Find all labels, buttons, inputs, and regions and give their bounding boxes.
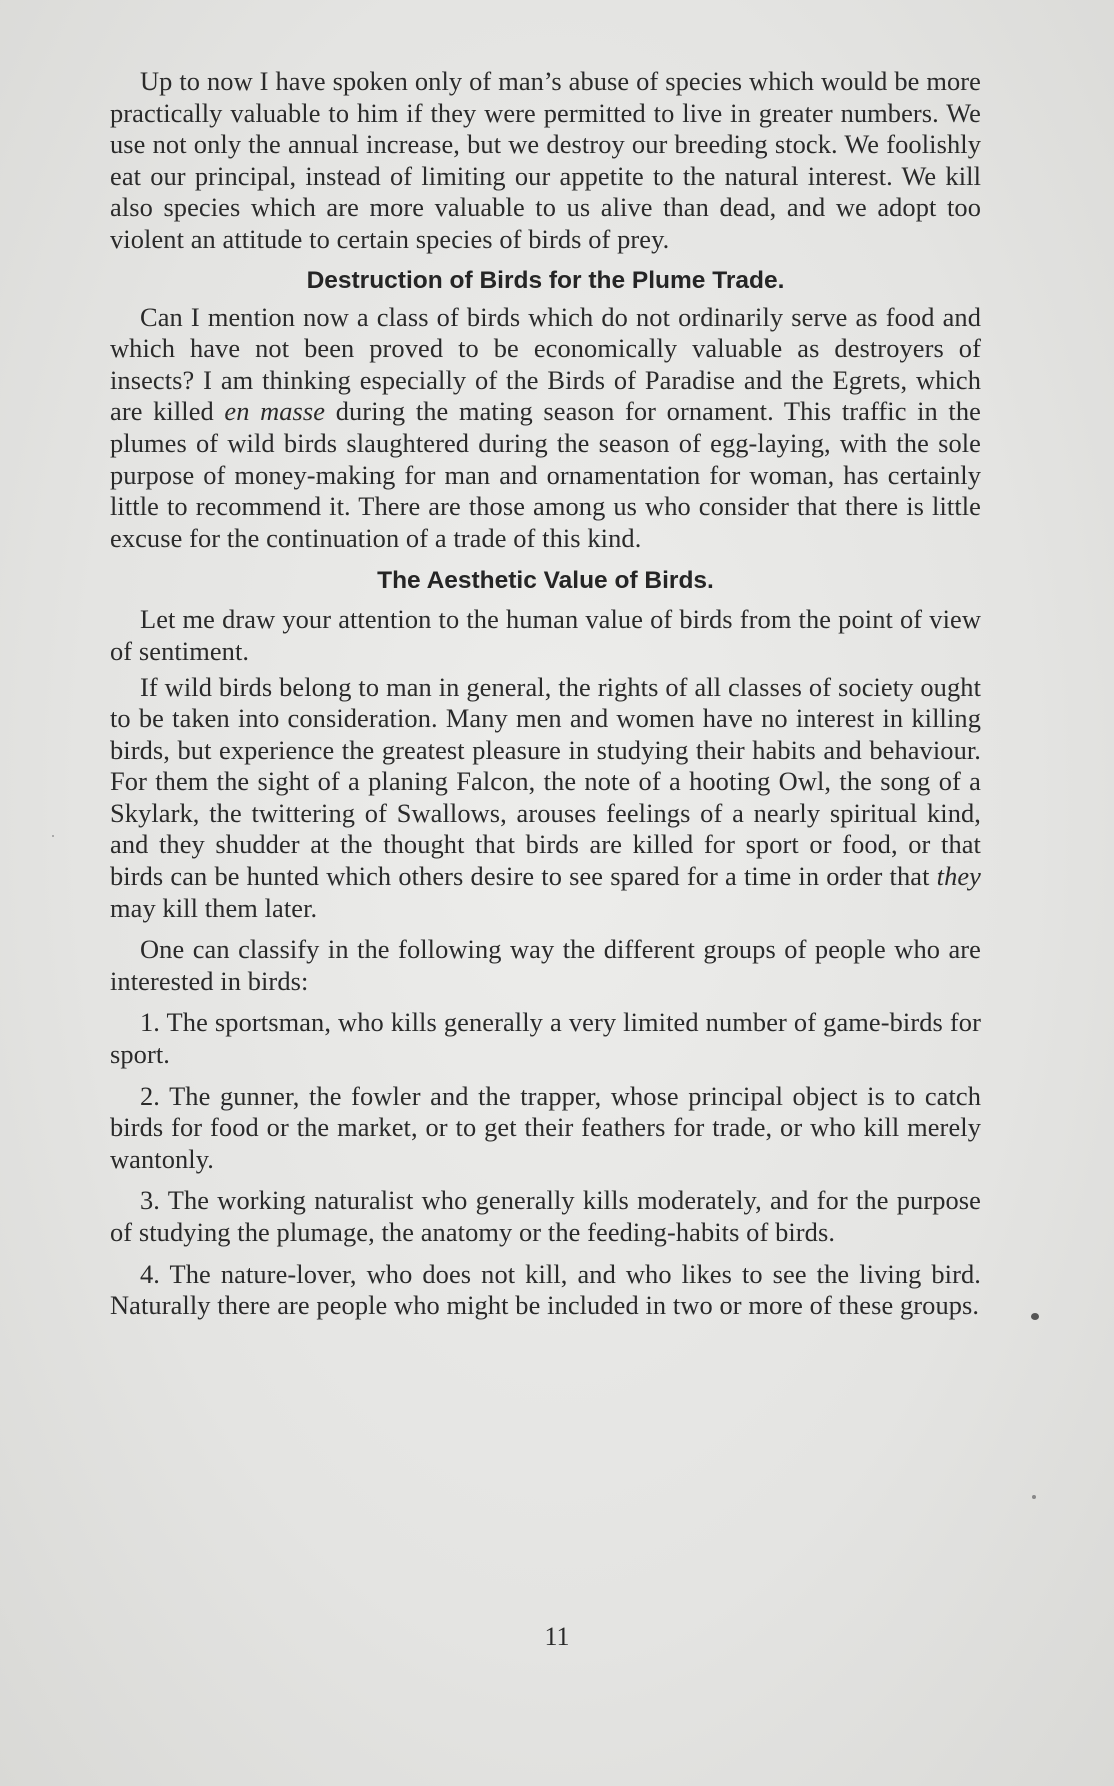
page-text-block <box>110 66 981 1322</box>
aesthetic-paragraph-3: One can classify in the following way the different groups of people who are interested in birds: <box>110 934 981 996</box>
group-item-4: 4. The nature-lover, who does not kill, and who likes to see the living bird. Naturally there are people who might be included in two or more of these groups. <box>110 1258 981 1321</box>
page-number: 11 <box>544 1622 570 1651</box>
plume-italic-en-masse: en masse <box>224 396 326 427</box>
group-item-1: 1. The sportsman, who kills generally a very limited number of game-birds for sport. <box>110 1007 981 1070</box>
group-item-2: 2. The gunner, the fowler and the trapper, whose principal object is to catch birds for food or the market, or to get their feathers for trade, or who kill merely wantonly. <box>110 1080 981 1174</box>
print-speck <box>1032 1495 1036 1499</box>
aesthetic-paragraph-2 <box>110 672 981 925</box>
group-item-3: 3. The working naturalist who generally kills moderately, and for the purpose of studying the plumage, the anatomy or the feeding-habits of birds. <box>110 1185 981 1247</box>
plume-text-part-1: Can I mention now a class of birds which do not ordinarily serve as food and which have not been proved to be economically valuable as destroyers of insects? I am thinking especially of the Birds of Paradise and the Egrets, which are killed <box>110 301 981 427</box>
aesthetic-paragraph-1: Let me draw your attention to the human value of birds from the point of view of sentiment. <box>110 604 981 666</box>
section-heading-plume-trade: Destruction of Birds for the Plume Trade. <box>306 266 785 294</box>
plume-text-part-2: during the mating season for ornament. This traffic in the plumes of wild birds slaughtered during the season of egg-laying, with the sole purpose of money-making for man and ornamentation for woman, has certainly little to recommend it. There are those among us who consider that there is little excuse for the continuation of a trade of this kind. <box>110 396 981 553</box>
intro-paragraph: Up to now I have spoken only of man’s abuse of species which would be more practically valuable to him if they were permitted to live in greater numbers. We use not only the annual increase, but we destroy our breeding stock. We foolishly eat our principal, instead of limiting our appetite to the natural interest. We kill also species which are more valuable to us alive than dead, and we adopt too violent an attitude to certain species of birds of prey. <box>110 66 981 254</box>
aesthetic-p2-part-2: may kill them later. <box>110 892 318 923</box>
aesthetic-p2-italic-they: they <box>936 861 981 892</box>
plume-trade-paragraph <box>110 302 981 555</box>
section-heading-aesthetic-value: The Aesthetic Value of Birds. <box>377 567 714 595</box>
print-speck <box>52 835 54 837</box>
aesthetic-p2-part-1: If wild birds belong to man in general, the rights of all classes of society ought to be taken into consideration. Many men and women have no interest in killing birds, but experience the greatest pleasure in studying their habits and behaviour. For them the sight of a planing Falcon, the note of a hooting Owl, the song of a Skylark, the twittering of Swallows, arouses feelings of a nearly spiritual kind, and they shudder at the thought that birds are killed for sport or food, or that birds can be hunted which others desire to see spared for a time in order that <box>110 671 981 892</box>
print-speck <box>1031 1313 1039 1320</box>
